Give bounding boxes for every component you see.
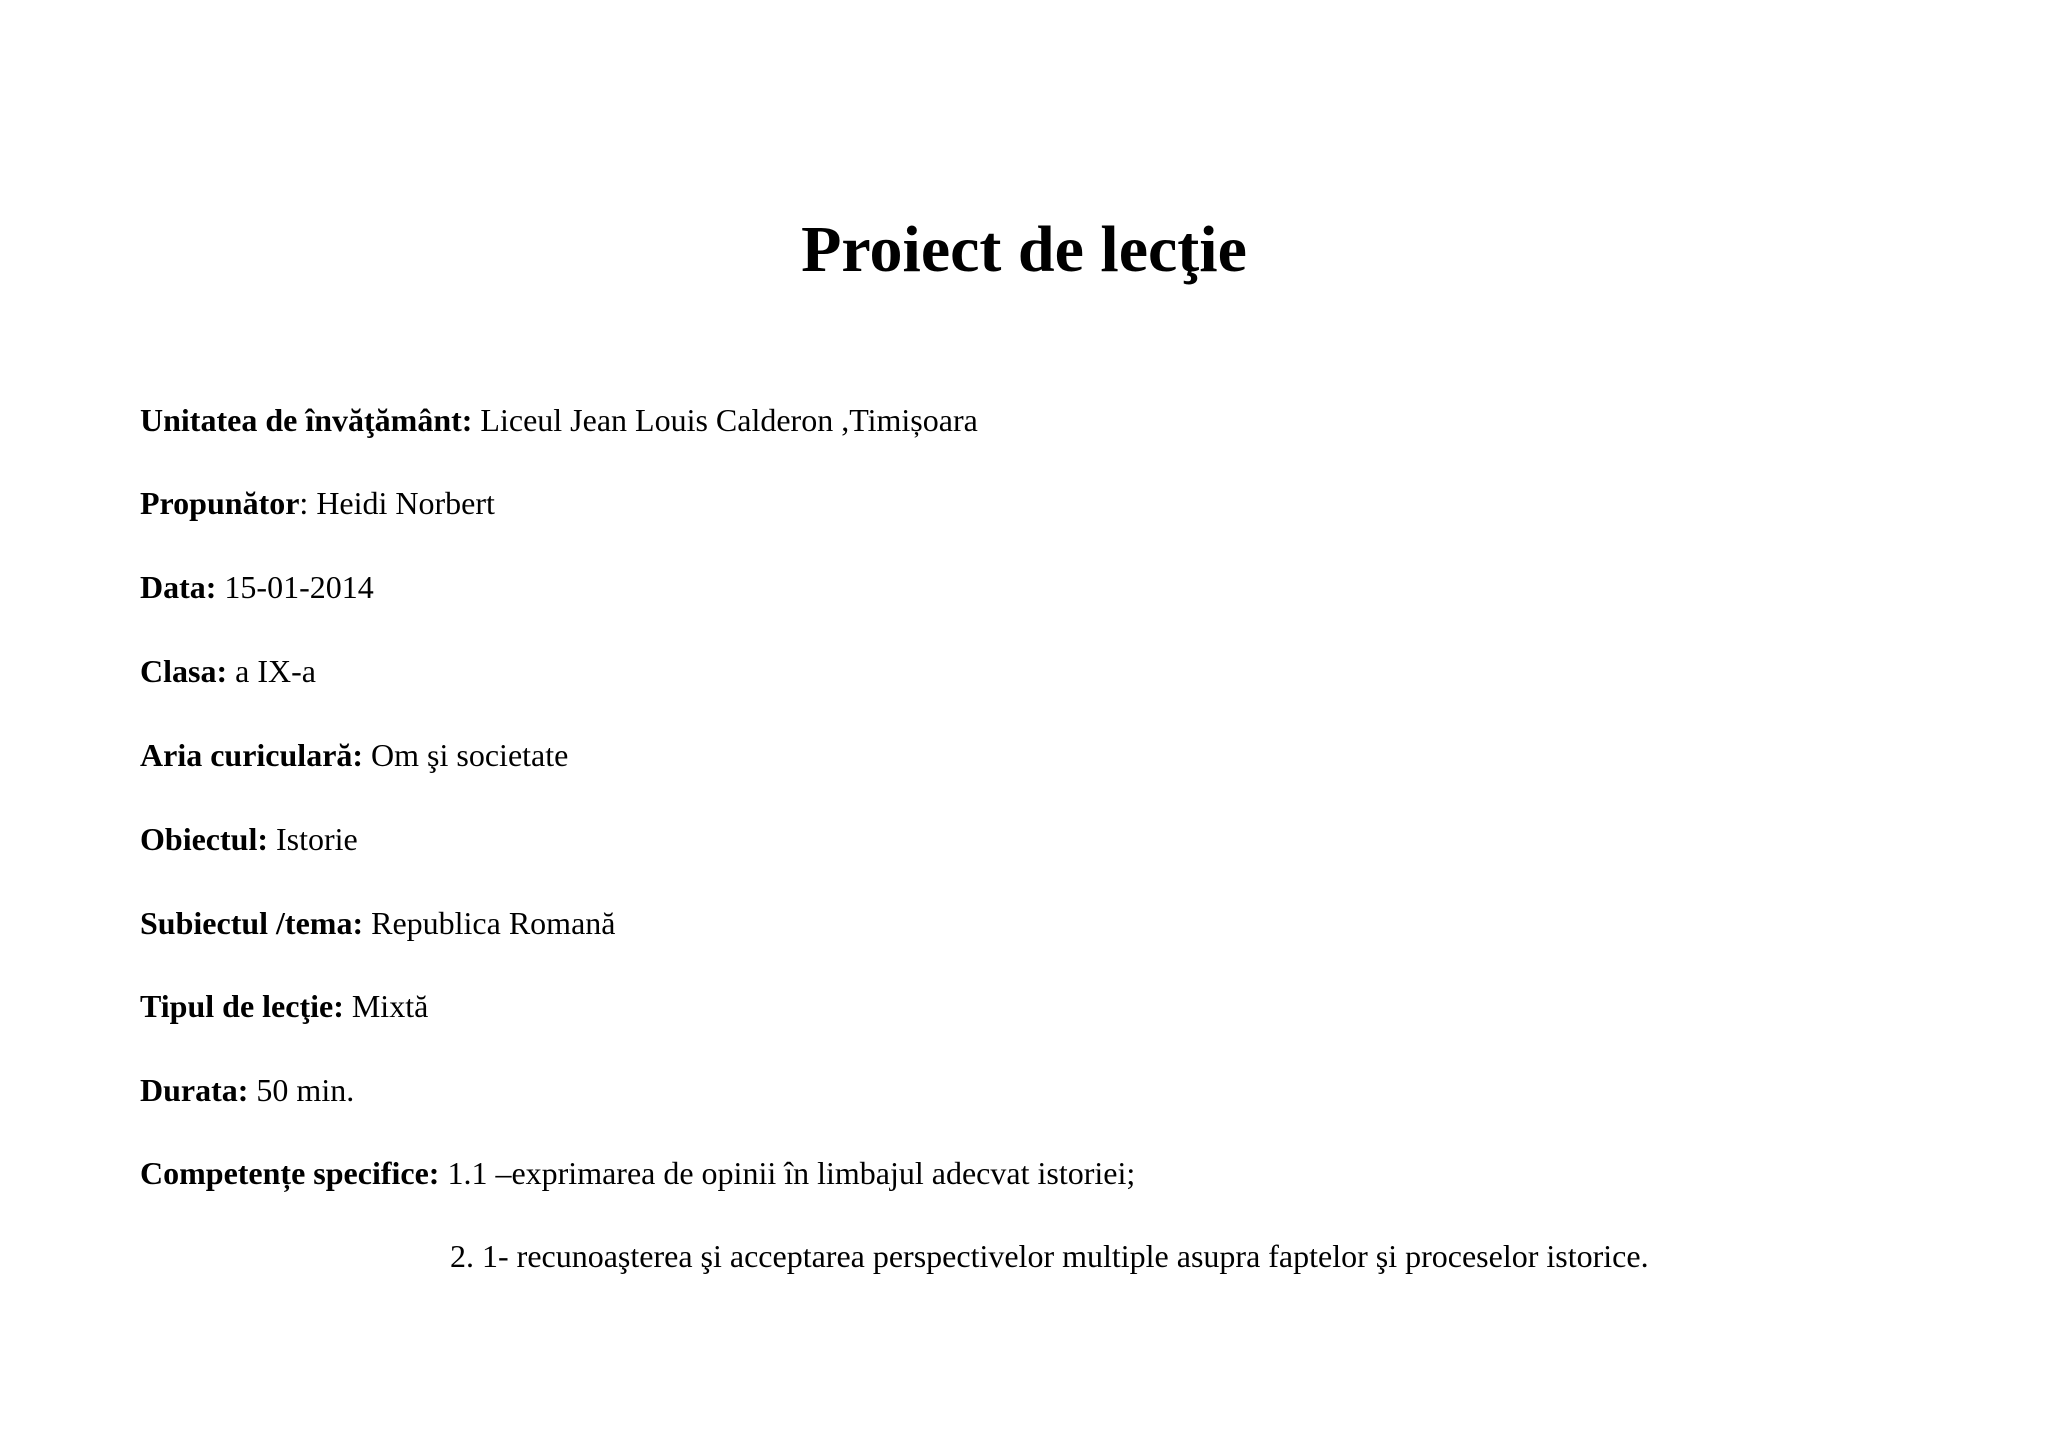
field-subiectul (140, 901, 615, 945)
field-obiectul (140, 817, 358, 861)
field-value: 1.1 –exprimarea de opinii în limbajul adecvat istoriei; (439, 1155, 1136, 1191)
field-unitatea (140, 398, 978, 442)
field-data (140, 565, 374, 609)
field-label: Data: (140, 569, 217, 605)
field-value: Republica Romană (363, 905, 616, 941)
field-label: Propunător (140, 485, 300, 521)
field-value: Istorie (267, 821, 358, 857)
field-value: 50 min. (248, 1072, 355, 1108)
field-value: 15-01-2014 (216, 569, 374, 605)
page-title: Proiect de lecţie (801, 213, 1247, 286)
field-clasa (140, 649, 316, 693)
field-label: Subiectul /tema: (140, 905, 364, 941)
field-propunator (140, 481, 495, 525)
field-value: : Heidi Norbert (299, 485, 495, 521)
field-durata (140, 1068, 354, 1112)
field-value: Mixtă (343, 988, 429, 1024)
field-label: Clasa: (140, 653, 228, 689)
field-competente-specifice (140, 1151, 1135, 1195)
field-value: a IX-a (227, 653, 316, 689)
field-aria-curiculara (140, 733, 568, 777)
field-label: Aria curiculară: (140, 737, 364, 773)
competence-continuation: 2. 1- recunoaşterea şi acceptarea perspectivelor multiple asupra faptelor şi proceselor istorice. (450, 1238, 1649, 1274)
field-label: Unitatea de învăţământ: (140, 402, 473, 438)
field-label: Competențe specifice: (140, 1155, 440, 1191)
field-label: Tipul de lecţie: (140, 988, 344, 1024)
field-label: Obiectul: (140, 821, 268, 857)
field-value: Om şi societate (363, 737, 569, 773)
field-tipul-de-lectie (140, 984, 428, 1028)
field-label: Durata: (140, 1072, 249, 1108)
field-value: Liceul Jean Louis Calderon ,Timișoara (472, 402, 978, 438)
